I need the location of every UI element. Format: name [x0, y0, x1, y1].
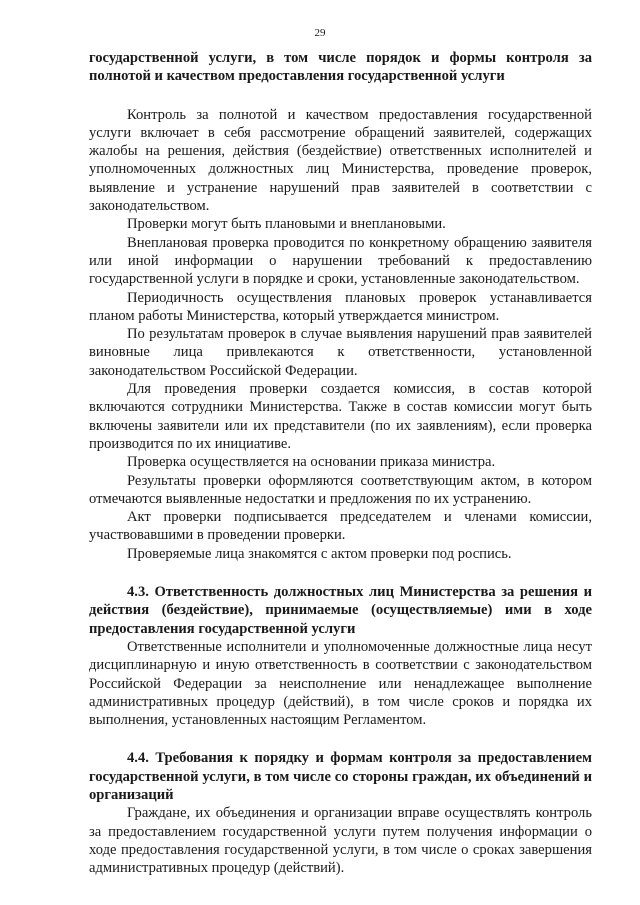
section-4-3-text: Ответственные исполнители и уполномоченные должностные лица несут дисциплинарную и иную ответственность в соответствии с законодательством Российской Федерации за неисполнение или ненадлежащее выполнение административных процедур (действий), в том числе сроков и порядка их выполнения, установленных настоящим Регламентом.: [89, 638, 592, 729]
section-4-3-heading: 4.3. Ответственность должностных лиц Министерства за решения и действия (бездействие), принимаемые (осуществляемые) ими в ходе предоставления государственной услуги: [89, 584, 592, 637]
paragraph-inspection-types: Проверки могут быть плановыми и внеплановыми.: [127, 216, 446, 233]
paragraph-act-signing: Акт проверки подписывается председателем и членами комиссии, участвовавшими в проведении проверки.: [89, 509, 592, 544]
paragraph-acknowledgement: Проверяемые лица знакомятся с актом проверки под роспись.: [127, 545, 512, 562]
section-4-4-text: Граждане, их объединения и организации вправе осуществлять контроль за предоставлением государственной услуги путем получения информации о ходе предоставления государственной услуги, в том числе о сроках завершения административных процедур (действий).: [89, 805, 592, 877]
section-4-4-heading: 4.4. Требования к порядку и формам контроля за предоставлением государственной услуги, в том числе со стороны граждан, их объединений и организаций: [89, 750, 592, 803]
section-heading-continuation: государственной услуги, в том числе порядок и формы контроля за полнотой и качеством предоставления государственной услуги: [89, 50, 592, 85]
paragraph-inspection-results: По результатам проверок в случае выявления нарушений прав заявителей виновные лица привлекаются к ответственности, установленной законодательством Российской Федерации.: [89, 326, 592, 379]
paragraph-commission: Для проведения проверки создается комиссия, в состав которой включаются сотрудники Министерства. Также в состав комиссии могут быть включены заявители или их представители (по их заявлениям), если проверка производится по их инициативе.: [89, 381, 592, 452]
paragraph-unscheduled-inspection: Внеплановая проверка проводится по конкретному обращению заявителя или иной информации о нарушении требований к предоставлению государственной услуги в порядке и сроки, установленные законодательством.: [89, 234, 592, 288]
paragraph-order-basis: Проверка осуществляется на основании приказа министра.: [127, 454, 496, 471]
document-body: [89, 49, 592, 877]
paragraph-control-scope: Контроль за полнотой и качеством предоставления государственной услуги включает в себя рассмотрение обращений заявителей, содержащих жалобы на решения, действия (бездействие) ответственных исполнителей и уполномоченных должностных лиц Министерства, проведение проверок, выявление и устранение нарушений прав заявителей в соответствии с законодательством.: [89, 106, 592, 215]
paragraph-inspection-periodicity: Периодичность осуществления плановых проверок устанавливается планом работы Министерства, который утверждается министром.: [89, 289, 592, 324]
page-number: 29: [314, 27, 326, 39]
paragraph-inspection-act: Результаты проверки оформляются соответствующим актом, в котором отмечаются выявленные недостатки и предложения по их устранению.: [89, 472, 592, 507]
